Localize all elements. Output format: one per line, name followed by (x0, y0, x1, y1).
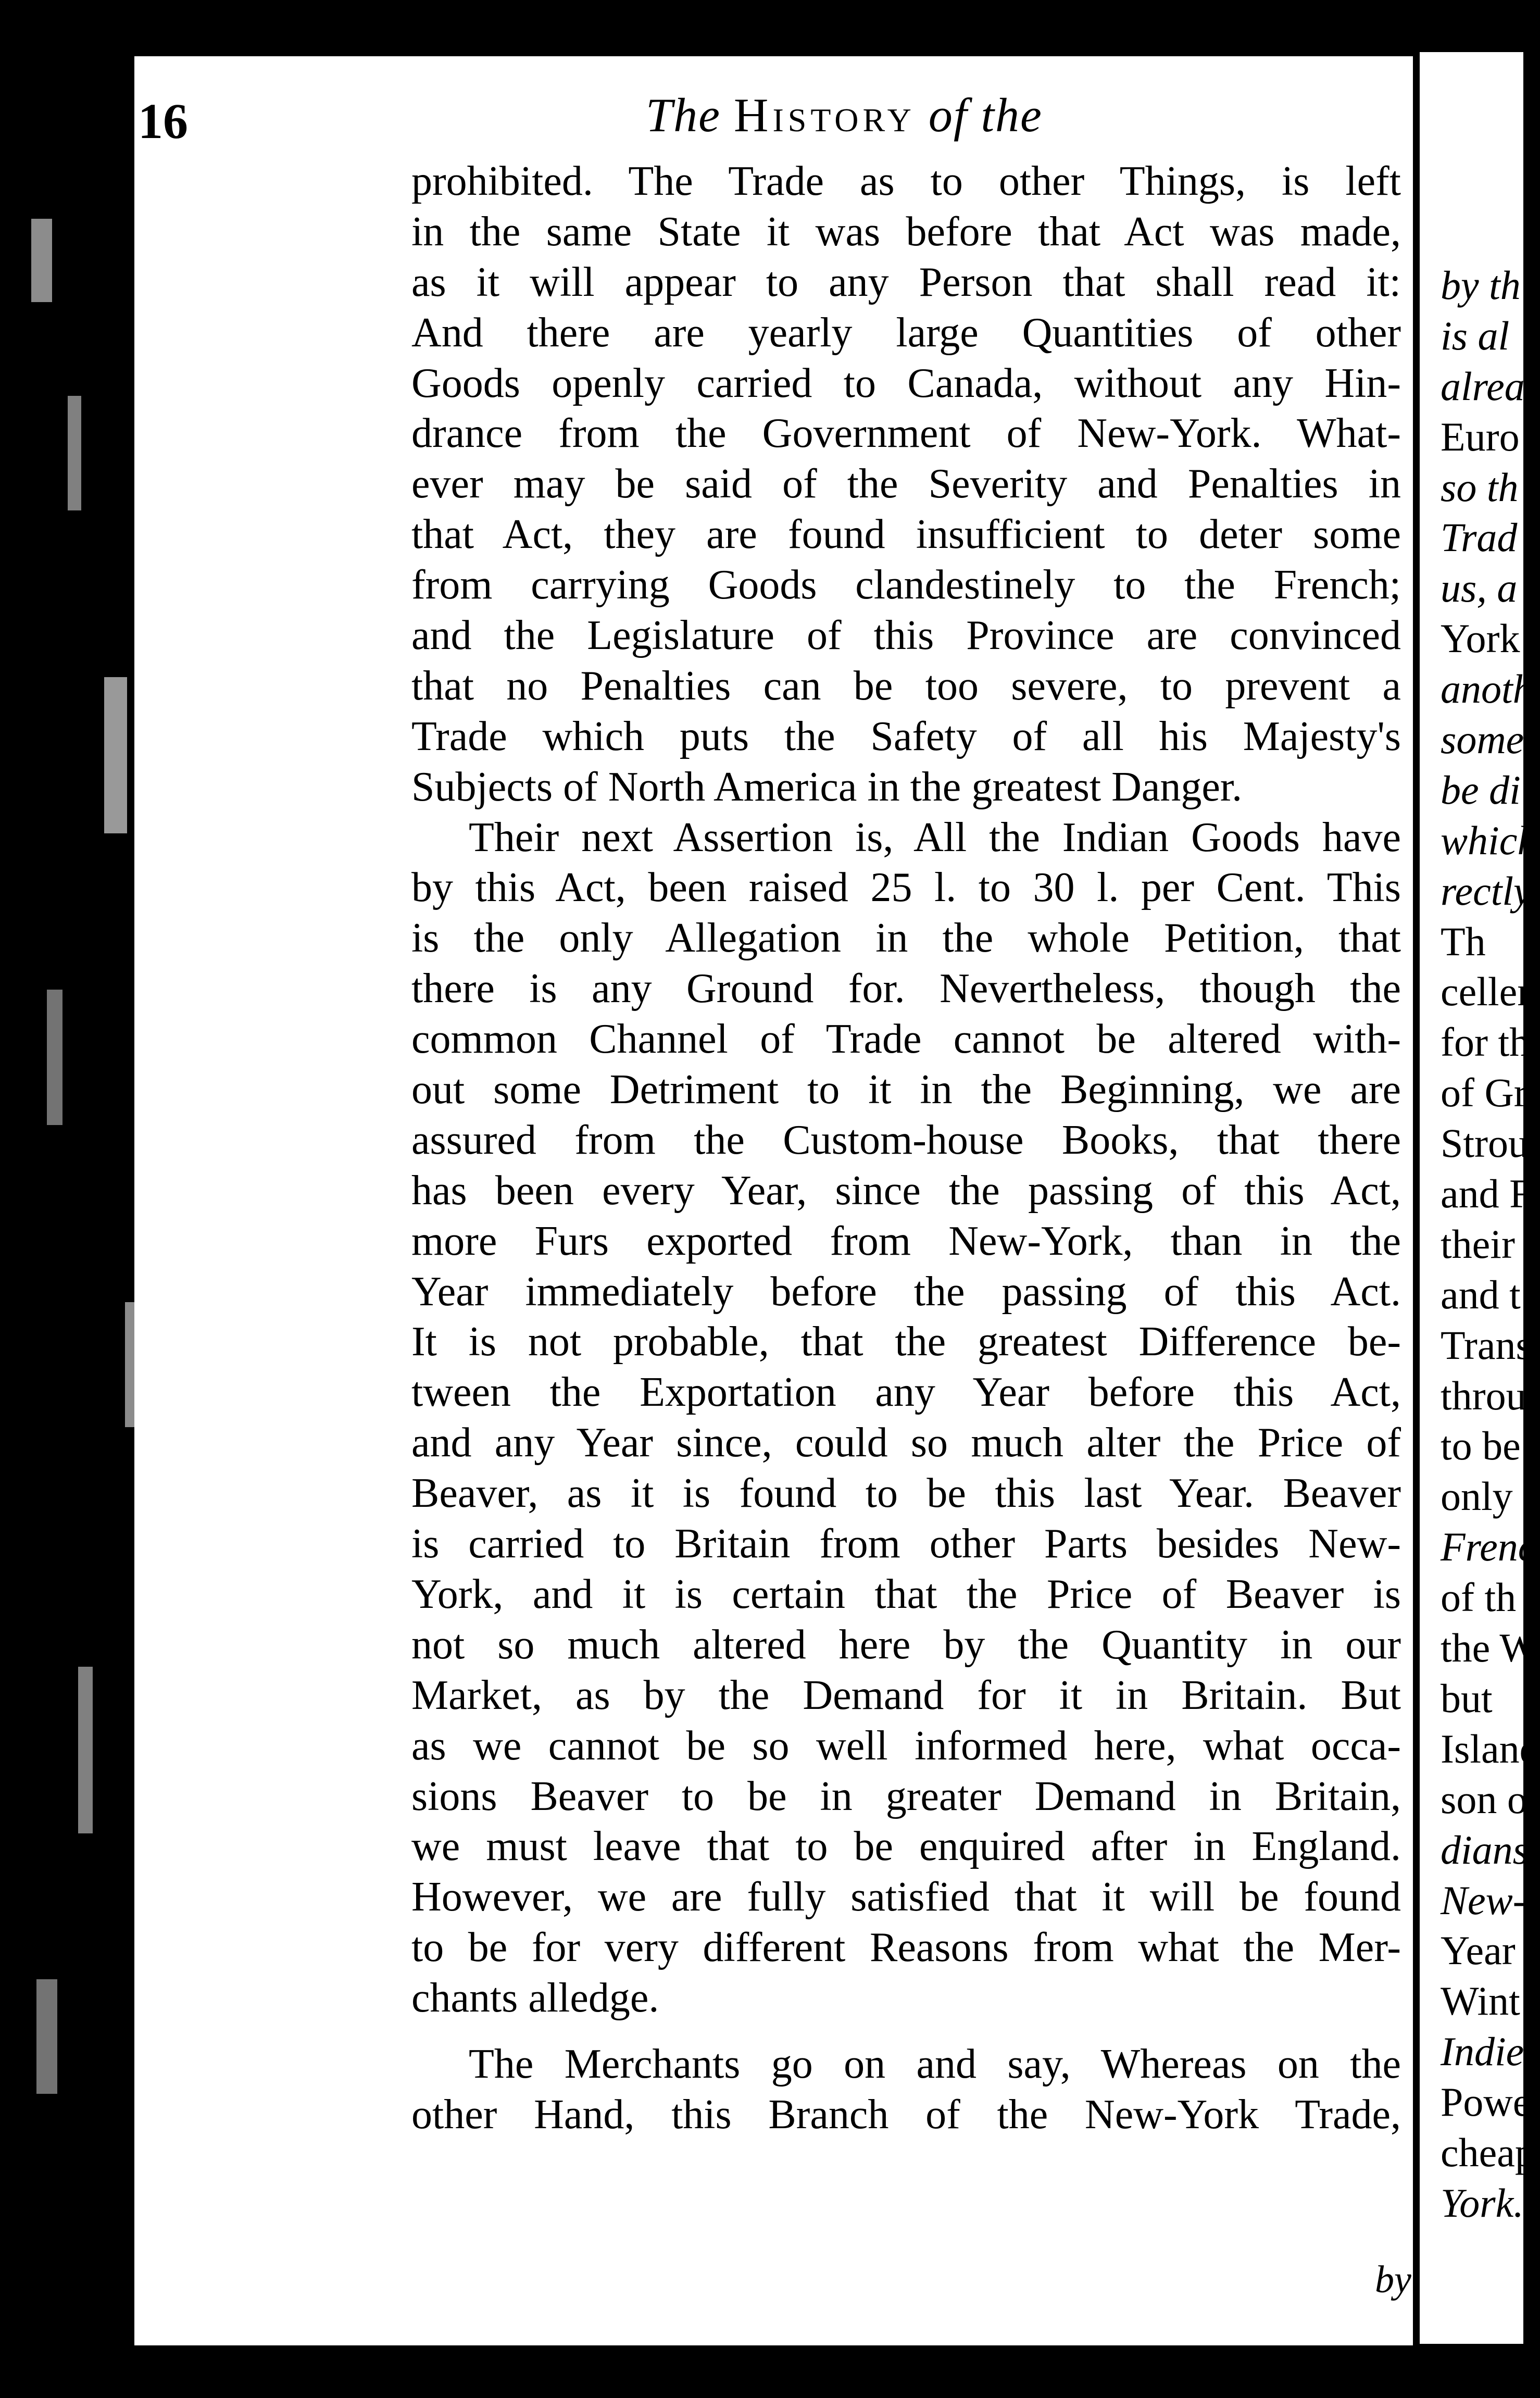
text-line: is carried to Britain from other Parts besides New- (411, 1521, 1401, 1567)
catchword: by (1375, 2258, 1411, 2301)
facing-line: alrea (1441, 363, 1525, 409)
facing-line: of th (1441, 1575, 1517, 1620)
text-line: chants alledge. (411, 1975, 659, 2021)
text-line: York, and it is certain that the Price of Beaver is (411, 1571, 1401, 1617)
text-line: and any Year since, could so much alter the Price of (411, 1420, 1401, 1466)
text-line: from carrying Goods clandestinely to the French; (411, 562, 1401, 608)
facing-line: son o (1441, 1776, 1528, 1822)
text-line: Market, as by the Demand for it in Britain. But (411, 1672, 1401, 1718)
facing-line: be di (1441, 767, 1521, 813)
text-line: ever may be said of the Severity and Penalties in (411, 461, 1401, 507)
text-line: as it will appear to any Person that shall read it: (411, 259, 1401, 305)
running-head (646, 89, 1043, 142)
running-head-post: of the (915, 89, 1043, 142)
facing-line: by th (1441, 263, 1521, 308)
facing-line: Year (1441, 1928, 1516, 1974)
facing-line: Strou (1441, 1120, 1529, 1166)
facing-line: but (1441, 1675, 1493, 1721)
facing-line: for th (1441, 1019, 1530, 1065)
facing-line: to be (1441, 1423, 1521, 1469)
text-line: to be for very different Reasons from what the Mer- (411, 1925, 1401, 1971)
text-line: Subjects of North America in the greatest Danger. (411, 764, 1243, 810)
text-line: more Furs exported from New-York, than in the (411, 1218, 1401, 1264)
facing-line: only (1441, 1473, 1513, 1519)
text-line: as we cannot be so well informed here, what occa- (411, 1722, 1401, 1769)
facing-line: and F (1441, 1171, 1532, 1217)
text-line: It is not probable, that the greatest Difference be- (411, 1319, 1401, 1365)
facing-line: which (1441, 817, 1538, 863)
facing-line: New- (1441, 1877, 1526, 1923)
facing-line: anoth (1441, 666, 1533, 712)
text-line: assured from the Custom-house Books, that there (411, 1117, 1401, 1163)
text-line: there is any Ground for. Nevertheless, though the (411, 966, 1401, 1012)
facing-line: and t (1441, 1271, 1521, 1317)
text-line: we must leave that to be enquired after in England. (411, 1824, 1401, 1870)
text-line: out some Detriment to it in the Beginning, we are (411, 1067, 1401, 1113)
facing-line: Powe (1441, 2079, 1531, 2125)
facing-line: Indies (1441, 2029, 1540, 2075)
facing-line: of Gr (1441, 1070, 1528, 1116)
facing-line: is al (1441, 313, 1510, 358)
facing-line: Island (1441, 1726, 1540, 1771)
text-line: tween the Exportation any Year before this Act, (411, 1369, 1401, 1416)
page-number: 16 (138, 93, 188, 149)
facing-line: Trans (1441, 1322, 1532, 1368)
facing-line: Trad (1441, 515, 1518, 560)
running-head-pre: The (646, 89, 734, 142)
facing-line: rectly (1441, 868, 1532, 914)
facing-line: cellen (1441, 969, 1538, 1015)
facing-line: some (1441, 717, 1524, 763)
text-line: drance from the Government of New-York. What- (411, 410, 1401, 457)
facing-line: Frenc (1441, 1524, 1536, 1570)
facing-line: throu (1441, 1372, 1526, 1418)
facing-line: cheap (1441, 2129, 1535, 2175)
text-line: that no Penalties can be too severe, to prevent a (411, 663, 1401, 709)
text-line: Trade which puts the Safety of all his Majesty's (411, 713, 1401, 759)
facing-line: so th (1441, 464, 1519, 510)
text-line: and the Legislature of this Province are convinced (411, 613, 1401, 659)
facing-line: Th (1441, 918, 1486, 964)
text-line: Goods openly carried to Canada, without any Hin- (411, 360, 1401, 406)
text-line: However, we are fully satisfied that it will be found (411, 1874, 1401, 1920)
text-line: prohibited. The Trade as to other Things, is left (411, 158, 1401, 204)
text-line: Beaver, as it is found to be this last Year. Beaver (411, 1470, 1401, 1517)
running-head-history: History (734, 89, 916, 142)
text-line: in the same State it was before that Act was made, (411, 208, 1401, 255)
facing-line: Wint (1441, 1978, 1520, 2024)
text-line: The Merchants go on and say, Whereas on the (469, 2041, 1401, 2087)
text-line: sions Beaver to be in greater Demand in Britain, (411, 1773, 1401, 1819)
text-line: And there are yearly large Quantities of other (411, 309, 1401, 356)
facing-line: us, a (1441, 565, 1518, 611)
text-line: not so much altered here by the Quantity in our (411, 1621, 1401, 1668)
text-line: by this Act, been raised 25 l. to 30 l. per Cent. This (411, 865, 1401, 911)
facing-page-edge (1420, 52, 1540, 2344)
facing-line: York (1441, 616, 1520, 661)
facing-line: their (1441, 1221, 1515, 1267)
text-line: is the only Allegation in the whole Petition, that (411, 915, 1401, 961)
facing-line: York. (1441, 2180, 1524, 2226)
text-line: has been every Year, since the passing of this Act, (411, 1167, 1401, 1214)
facing-line: Euro (1441, 414, 1520, 459)
facing-page-text (1420, 260, 1540, 2229)
facing-line: the W (1441, 1625, 1538, 1671)
text-line: Their next Assertion is, All the Indian Goods have (469, 814, 1401, 860)
body-text (411, 156, 1401, 2140)
facing-line: dians, (1441, 1827, 1539, 1872)
text-line: Year immediately before the passing of this Act. (411, 1268, 1401, 1315)
text-line: common Channel of Trade cannot be altered with- (411, 1016, 1401, 1063)
text-line: that Act, they are found insufficient to deter some (411, 511, 1401, 558)
text-line: other Hand, this Branch of the New-York Trade, (411, 2091, 1401, 2138)
